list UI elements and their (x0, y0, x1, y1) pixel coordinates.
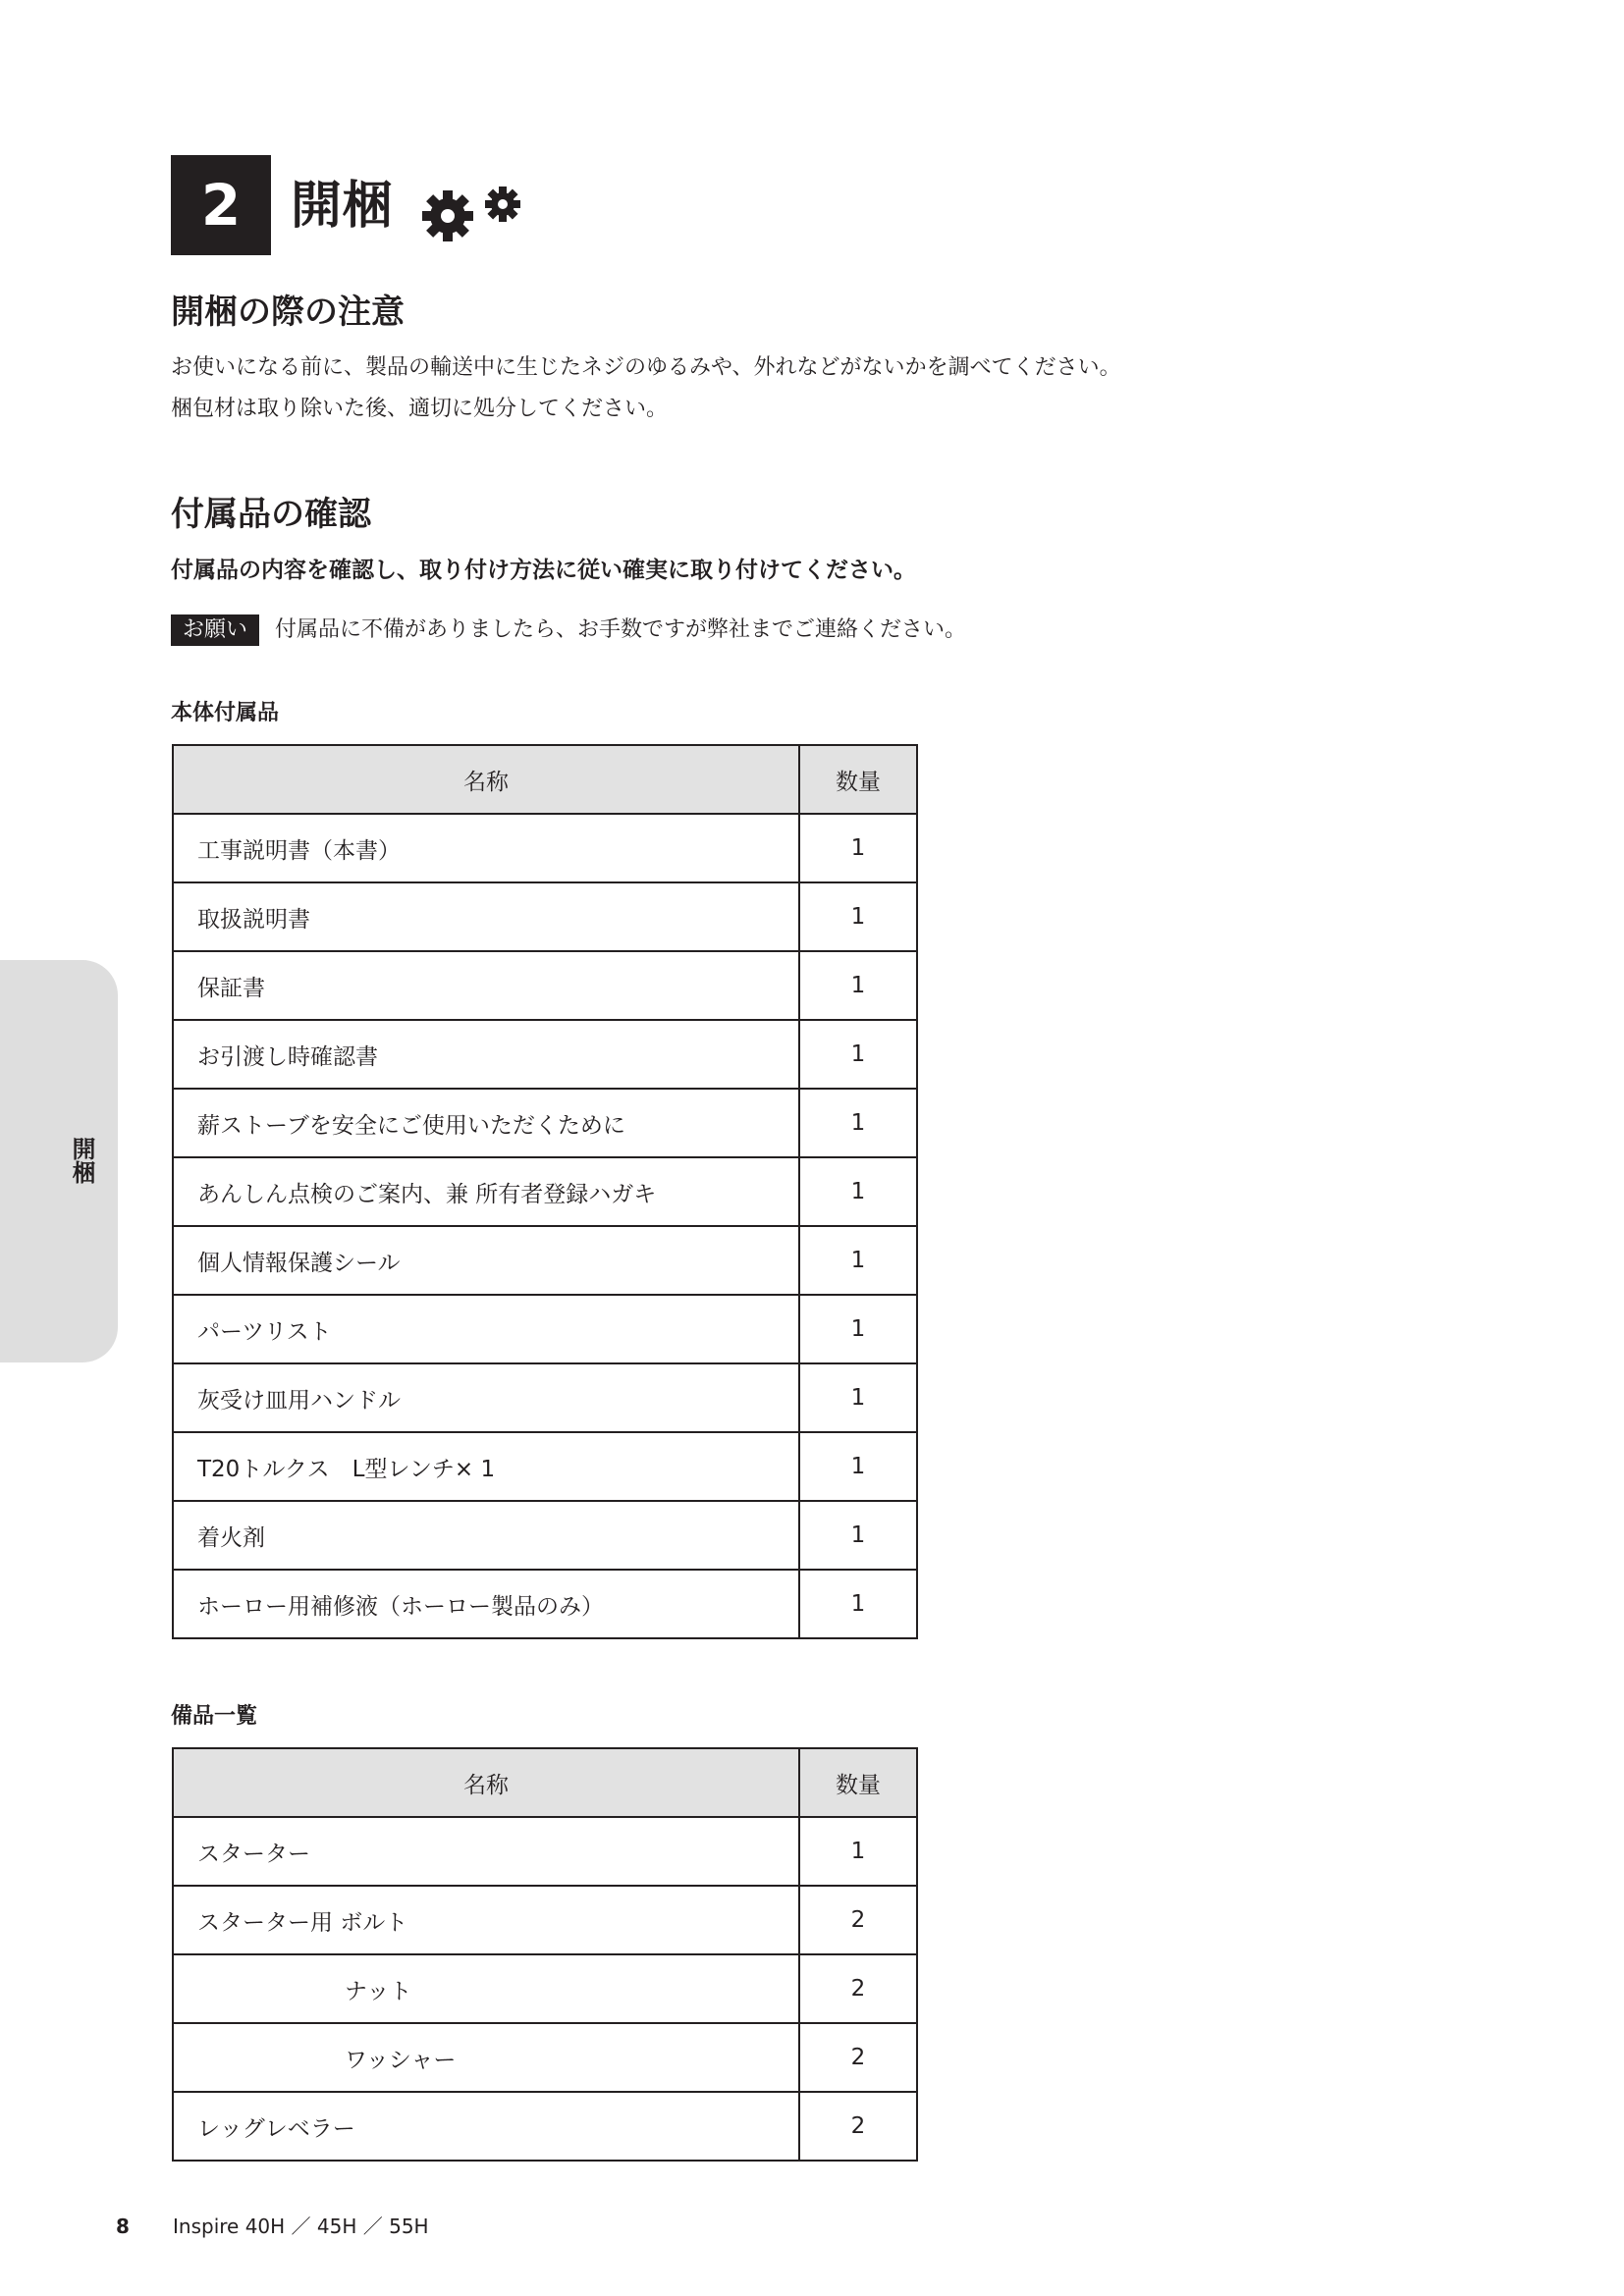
item-name: パーツリスト (173, 1295, 799, 1363)
section-heading-accessories: 付属品の確認 (171, 495, 371, 534)
item-name: スターター用 ボルト (173, 1886, 799, 1954)
table-row (173, 814, 917, 882)
table-row (173, 1089, 917, 1157)
header-qty: 数量 (799, 745, 917, 814)
chapter-title: 開梱 (291, 177, 394, 236)
item-name: T20トルクス L型レンチ× 1 (173, 1432, 799, 1501)
item-name: 薪ストーブを安全にご使用いただくために (173, 1089, 799, 1157)
item-name: 取扱説明書 (173, 882, 799, 951)
item-qty: 1 (799, 1157, 917, 1226)
item-qty: 1 (799, 814, 917, 882)
item-qty: 1 (799, 1432, 917, 1501)
item-name: 保証書 (173, 951, 799, 1020)
equipment-table (172, 1747, 918, 2162)
item-qty: 1 (799, 1089, 917, 1157)
chapter-number: 2 (200, 172, 242, 239)
item-qty: 1 (799, 1295, 917, 1363)
item-name: 個人情報保護シール (173, 1226, 799, 1295)
header-name: 名称 (173, 745, 799, 814)
header-qty: 数量 (799, 1748, 917, 1817)
table-header-row (173, 745, 917, 814)
item-name: スターター (173, 1817, 799, 1886)
gears-icon (418, 181, 536, 243)
item-qty: 2 (799, 1886, 917, 1954)
table-row (173, 1886, 917, 1954)
item-qty: 1 (799, 951, 917, 1020)
item-name: レッグレベラー (173, 2092, 799, 2161)
table-row (173, 2023, 917, 2092)
table-row (173, 1157, 917, 1226)
table-row (173, 1432, 917, 1501)
item-qty: 1 (799, 1817, 917, 1886)
table-row (173, 1020, 917, 1089)
table-row (173, 1363, 917, 1432)
item-name: あんしん点検のご案内、兼 所有者登録ハガキ (173, 1157, 799, 1226)
side-tab (0, 960, 118, 1362)
table-header-row (173, 1748, 917, 1817)
item-qty: 1 (799, 1020, 917, 1089)
item-qty: 2 (799, 2023, 917, 2092)
table-row (173, 882, 917, 951)
item-name: ナット (173, 1954, 799, 2023)
table-row (173, 2092, 917, 2161)
side-tab-label: 開梱 (68, 1137, 95, 1184)
note-text: 付属品に不備がありましたら、お手数ですが弊社までご連絡ください。 (275, 617, 967, 642)
item-name: 工事説明書（本書） (173, 814, 799, 882)
caution-text-line-1: お使いになる前に、製品の輸送中に生じたネジのゆるみや、外れなどがないかを調べてください。 (171, 355, 1121, 380)
note-tag: お願い (171, 614, 259, 646)
page-number: 8 (116, 2215, 130, 2238)
table-row (173, 1501, 917, 1570)
item-name: 着火剤 (173, 1501, 799, 1570)
table-row (173, 1226, 917, 1295)
item-name: 灰受け皿用ハンドル (173, 1363, 799, 1432)
item-qty: 2 (799, 2092, 917, 2161)
item-qty: 1 (799, 1501, 917, 1570)
item-qty: 1 (799, 1363, 917, 1432)
item-name: ワッシャー (173, 2023, 799, 2092)
table-row (173, 1817, 917, 1886)
item-qty: 1 (799, 1570, 917, 1638)
table-row (173, 1295, 917, 1363)
table-row (173, 1954, 917, 2023)
item-qty: 2 (799, 1954, 917, 2023)
section-heading-caution: 開梱の際の注意 (171, 293, 405, 332)
item-name: ホーロー用補修液（ホーロー製品のみ） (173, 1570, 799, 1638)
table-caption-equipment: 備品一覧 (171, 1704, 258, 1729)
table-row (173, 951, 917, 1020)
footer-model: Inspire 40H ／ 45H ／ 55H (173, 2215, 429, 2238)
main-accessories-table (172, 744, 918, 1639)
caution-text-line-2: 梱包材は取り除いた後、適切に処分してください。 (171, 397, 669, 421)
table-row (173, 1570, 917, 1638)
header-name: 名称 (173, 1748, 799, 1817)
item-qty: 1 (799, 1226, 917, 1295)
chapter-number-box (171, 155, 271, 255)
item-qty: 1 (799, 882, 917, 951)
table-caption-main-accessories: 本体付属品 (171, 701, 280, 725)
accessories-instruction: 付属品の内容を確認し、取り付け方法に従い確実に取り付けてください。 (171, 558, 916, 583)
item-name: お引渡し時確認書 (173, 1020, 799, 1089)
